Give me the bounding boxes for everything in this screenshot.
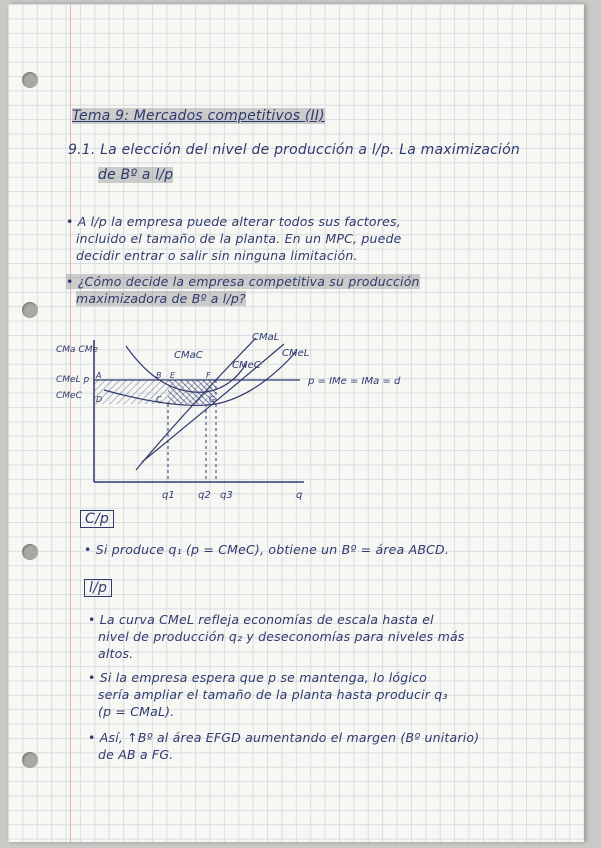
bullet-text: de AB a FG.: [98, 747, 174, 762]
point-label: F: [206, 371, 211, 380]
price-line-label: p = IMe = IMa = d: [308, 376, 401, 387]
bullet-text: nivel de producción q₂ y deseconomías para niveles más: [98, 629, 465, 644]
y-tick-label: CMeC: [56, 391, 82, 401]
notebook-page: [8, 4, 584, 842]
section-heading: 9.1. La elección del nivel de producción a l/p. La maximización: [68, 142, 520, 158]
point-label: A: [96, 371, 102, 380]
x-tick-label: q1: [162, 490, 175, 501]
point-label: D: [96, 395, 103, 404]
curve-label: CMaC: [174, 350, 203, 361]
section-heading-cont: de Bº a l/p: [98, 167, 174, 183]
punch-hole-icon: [22, 752, 38, 768]
bullet-text: • A l/p la empresa puede alterar todos sus factores,: [66, 214, 401, 229]
y-tick-label: CMa CMe: [56, 345, 99, 355]
bullet-text: incluido el tamaño de la planta. En un MPC, puede: [76, 231, 402, 246]
bullet-text: sería ampliar el tamaño de la planta hasta producir q₃: [98, 687, 448, 702]
bullet-text: • La curva CMeL refleja economías de escala hasta el: [88, 612, 434, 627]
curve-label: CMeC: [232, 360, 261, 371]
bullet-text: • Así, ↑Bº al área EFGD aumentando el margen (Bº unitario): [88, 730, 480, 745]
punch-hole-icon: [22, 302, 38, 318]
x-axis-label: q: [296, 490, 303, 501]
punch-hole-icon: [22, 72, 38, 88]
bullet-text: • Si produce q₁ (p = CMeC), obtiene un Bº = área ABCD.: [84, 542, 450, 557]
short-run-label: C/p: [80, 510, 114, 528]
x-tick-label: q2: [198, 490, 211, 501]
point-label: C: [156, 395, 162, 404]
point-label: B: [156, 371, 162, 380]
bullet-question: • ¿Cómo decide la empresa competitiva su producción: [66, 274, 420, 289]
punch-hole-icon: [22, 544, 38, 560]
bullet-question: maximizadora de Bº a l/p?: [76, 291, 246, 306]
y-tick-label: CMeL p: [56, 375, 90, 385]
curve-label: CMeL: [282, 348, 310, 359]
bullet-text: decidir entrar o salir sin ninguna limitación.: [76, 248, 358, 263]
page-title: Tema 9: Mercados competitivos (II): [72, 108, 325, 124]
bullet-text: (p = CMaL).: [98, 704, 175, 719]
bullet-text: altos.: [98, 646, 134, 661]
bullet-text: • Si la empresa espera que p se mantenga, lo lógico: [88, 670, 427, 685]
long-run-label: l/p: [84, 579, 112, 597]
point-label: E: [170, 371, 176, 380]
cost-curves-chart: [56, 330, 456, 510]
x-tick-label: q3: [220, 490, 233, 501]
point-label: G: [209, 395, 216, 404]
curve-label: CMaL: [252, 332, 280, 343]
